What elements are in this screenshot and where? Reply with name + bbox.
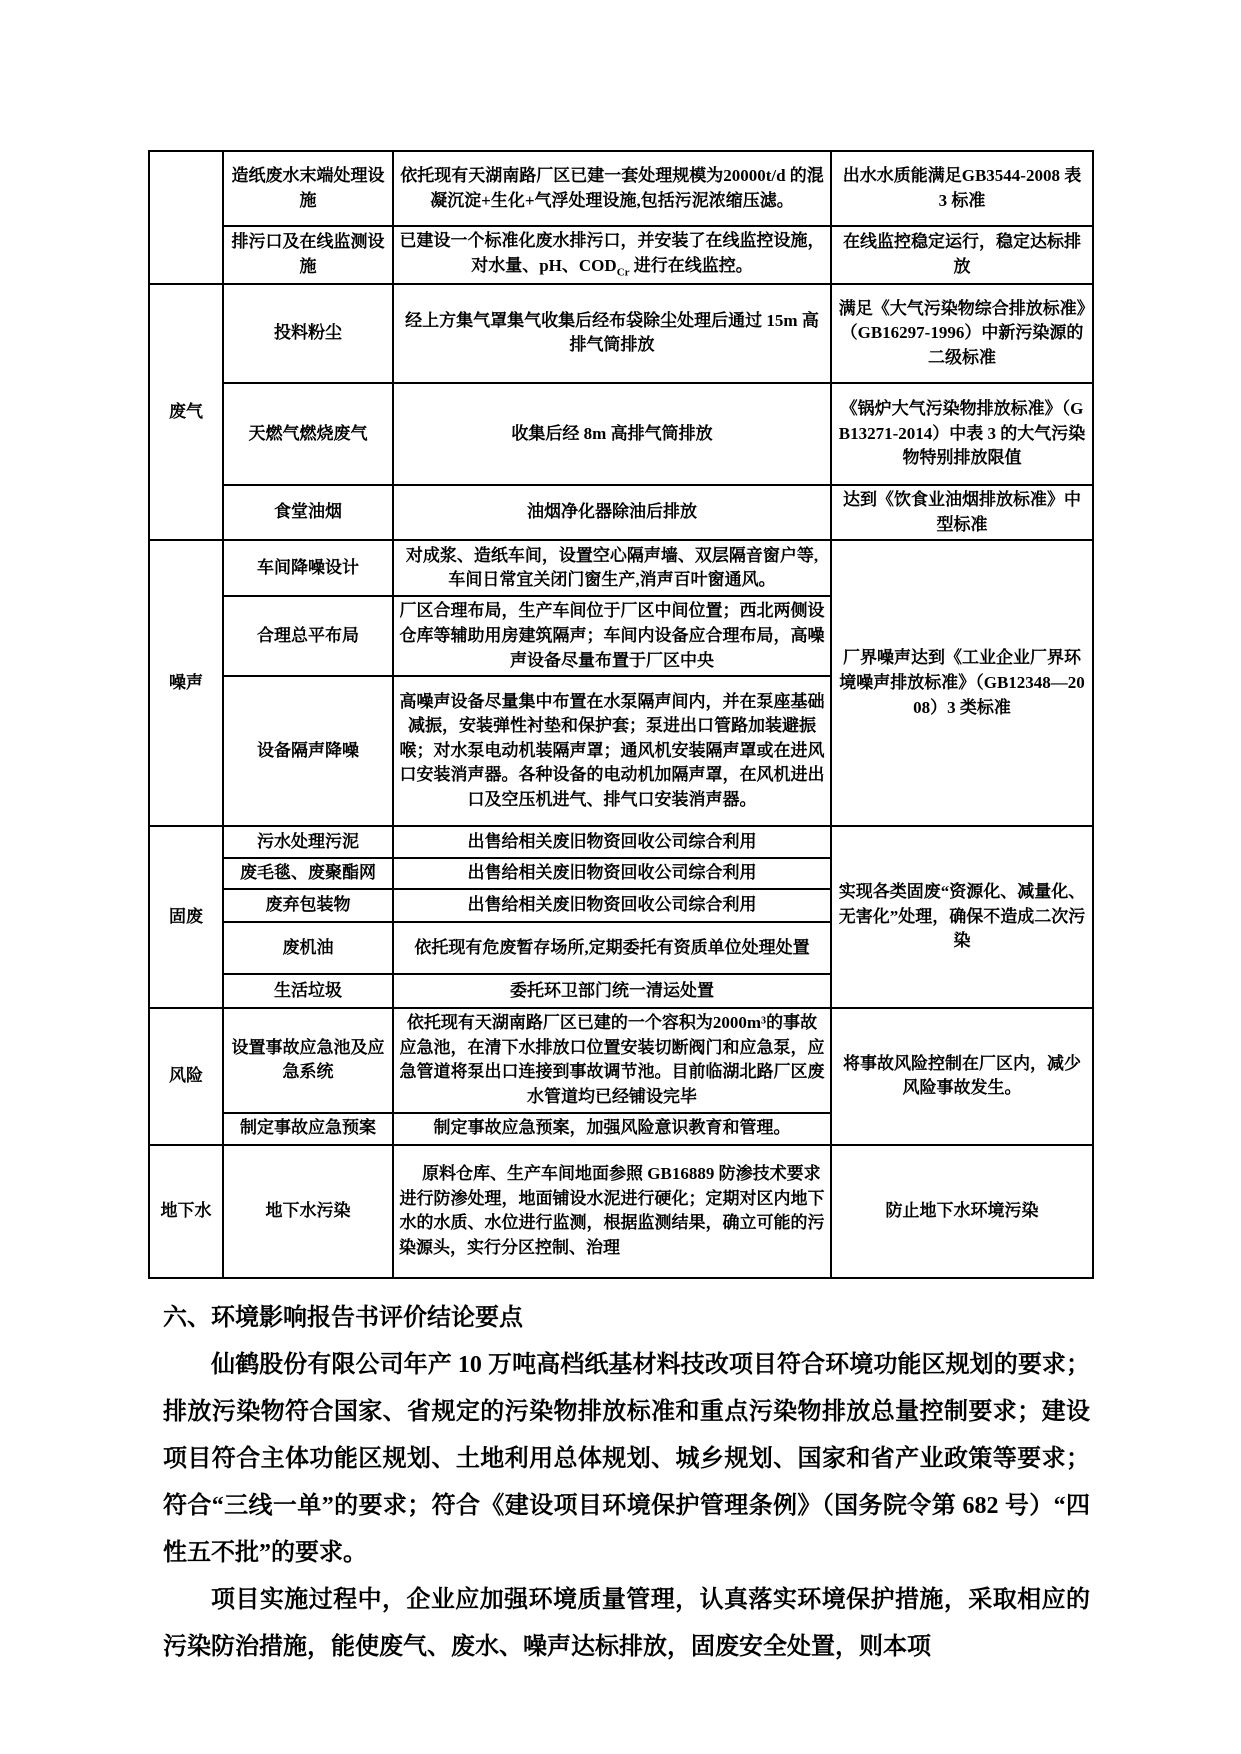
cell-measure-r4: 收集后经 8m 高排气筒排放	[393, 383, 831, 485]
cell-result-r4: 《锅炉大气污染物排放标准》（GB13271-2014）中表 3 的大气污染物特别排放限值	[831, 383, 1093, 485]
cell-item-r13: 生活垃圾	[223, 974, 393, 1008]
category-cell-solid: 固废	[149, 826, 223, 1008]
table-row	[149, 826, 1093, 858]
conclusion-paragraph-2: 项目实施过程中，企业应加强环境质量管理，认真落实环境保护措施，采取相应的污染防治措施，能使废气、废水、噪声达标排放，固废安全处置，则本项	[163, 1586, 1090, 1660]
cell-item-r9: 污水处理污泥	[223, 826, 393, 858]
cell-measure-r5: 油烟净化器除油后排放	[393, 485, 831, 540]
conclusion-paragraph-1: 仙鹤股份有限公司年产 10 万吨高档纸基材料技改项目符合环境功能区规划的要求；排放污染物符合国家、省规定的污染物排放标准和重点污染物排放总量控制要求；建设项目符合主体功能区规划、土地利用总体规划、城乡规划、国家和省产业政策等要求；符合“三线一单”的要求；符合《建设项目环境保护管理条例》（国务院令第 682 号）“四性五不批”的要求。	[163, 1351, 1090, 1566]
cell-measure-r6: 对成浆、造纸车间，设置空心隔声墙、双层隔音窗户等,车间日常宜关闭门窗生产,消声百叶窗通风。	[393, 540, 831, 596]
cell-result-r2: 在线监控稳定运行，稳定达标排放	[831, 226, 1093, 284]
cell-result-r16: 防止地下水环境污染	[831, 1145, 1093, 1278]
table-row	[149, 151, 1093, 226]
category-cell-groundwater: 地下水	[149, 1145, 223, 1278]
table-row	[149, 1145, 1093, 1278]
cell-measure-r13: 委托环卫部门统一清运处置	[393, 974, 831, 1008]
cell-item-r7: 合理总平布局	[223, 596, 393, 676]
category-cell-wastewater	[149, 151, 223, 284]
cell-item-r6: 车间降噪设计	[223, 540, 393, 596]
conclusion-section	[148, 1297, 1090, 1671]
section-heading: 六、环境影响报告书评价结论要点	[163, 1304, 523, 1331]
table-row	[149, 383, 1093, 485]
cell-item-r11: 废弃包装物	[223, 889, 393, 922]
cell-item-r3: 投料粉尘	[223, 284, 393, 383]
cell-item-r10: 废毛毯、废聚酯网	[223, 858, 393, 889]
cell-measure-r3: 经上方集气罩集气收集后经布袋除尘处理后通过 15m 高排气筒排放	[393, 284, 831, 383]
cell-measure-r12: 依托现有危废暂存场所,定期委托有资质单位处理处置	[393, 922, 831, 974]
table-row	[149, 540, 1093, 596]
cell-result-risk: 将事故风险控制在厂区内，减少风险事故发生。	[831, 1008, 1093, 1145]
table-row	[149, 485, 1093, 540]
cell-item-r12: 废机油	[223, 922, 393, 974]
measure-text-pre: 已建设一个标准化废水排污口，并安装了在线监控设施，对水量、pH、COD	[399, 231, 825, 275]
cell-result-r5: 达到《饮食业油烟排放标准》中型标准	[831, 485, 1093, 540]
cell-result-r3: 满足《大气污染物综合排放标准》（GB16297-1996）中新污染源的二级标准	[831, 284, 1093, 383]
cell-measure-r8: 高噪声设备尽量集中布置在水泵隔声间内，并在泵座基础减振，安装弹性衬垫和保护套；泵进出口管路加装避振喉；对水泵电动机装隔声罩；通风机安装隔声罩或在进风口安装消声器。各种设备的电动机加隔声罩，在风机进出口及空压机进气、排气口安装消声器。	[393, 676, 831, 826]
cell-result-noise: 厂界噪声达到《工业企业厂界环境噪声排放标准》（GB12348—2008）3 类标准	[831, 540, 1093, 826]
table-row	[149, 226, 1093, 284]
cell-item-r2: 排污口及在线监测设施	[223, 226, 393, 284]
cell-measure-r2	[393, 226, 831, 284]
cell-item-r8: 设备隔声降噪	[223, 676, 393, 826]
cell-item-r14: 设置事故应急池及应急系统	[223, 1008, 393, 1113]
cell-measure-r15: 制定事故应急预案，加强风险意识教育和管理。	[393, 1113, 831, 1145]
document-content	[148, 150, 1092, 1671]
cell-item-r15: 制定事故应急预案	[223, 1113, 393, 1145]
cell-measure-r16: 原料仓库、生产车间地面参照 GB16889 防渗技术要求进行防渗处理，地面铺设水泥进行硬化；定期对区内地下水的水质、水位进行监测，根据监测结果，确立可能的污染源头，实行分区控制、治理	[393, 1145, 831, 1278]
cell-measure-r7: 厂区合理布局，生产车间位于厂区中间位置；西北两侧设仓库等辅助用房建筑隔声；车间内设备应合理布局，高噪声设备尽量布置于厂区中央	[393, 596, 831, 676]
cod-subscript: Cr	[616, 266, 630, 279]
table-row	[149, 1008, 1093, 1113]
cell-result-solid: 实现各类固废“资源化、减量化、无害化”处理，确保不造成二次污染	[831, 826, 1093, 1008]
measure-text-post: 进行在线监控。	[629, 255, 753, 275]
table-row	[149, 284, 1093, 383]
category-cell-risk: 风险	[149, 1008, 223, 1145]
cell-result-r1: 出水水质能满足GB3544-2008 表 3 标准	[831, 151, 1093, 226]
cell-item-r16: 地下水污染	[223, 1145, 393, 1278]
environmental-measures-table	[148, 150, 1094, 1279]
cell-measure-r10: 出售给相关废旧物资回收公司综合利用	[393, 858, 831, 889]
cell-measure-r9: 出售给相关废旧物资回收公司综合利用	[393, 826, 831, 858]
cell-item-r1: 造纸废水末端处理设施	[223, 151, 393, 226]
cell-measure-r11: 出售给相关废旧物资回收公司综合利用	[393, 889, 831, 922]
cell-measure-r1: 依托现有天湖南路厂区已建一套处理规模为20000t/d 的混凝沉淀+生化+气浮处理设施,包括污泥浓缩压滤。	[393, 151, 831, 226]
cell-measure-r14: 依托现有天湖南路厂区已建的一个容积为2000m³的事故应急池，在清下水排放口位置安装切断阀门和应急泵，应急管道将泵出口连接到事故调节池。目前临湖北路厂区废水管道均已经铺设完毕	[393, 1008, 831, 1113]
category-cell-noise: 噪声	[149, 540, 223, 826]
category-cell-gas: 废气	[149, 284, 223, 540]
cell-item-r5: 食堂油烟	[223, 485, 393, 540]
cell-item-r4: 天燃气燃烧废气	[223, 383, 393, 485]
